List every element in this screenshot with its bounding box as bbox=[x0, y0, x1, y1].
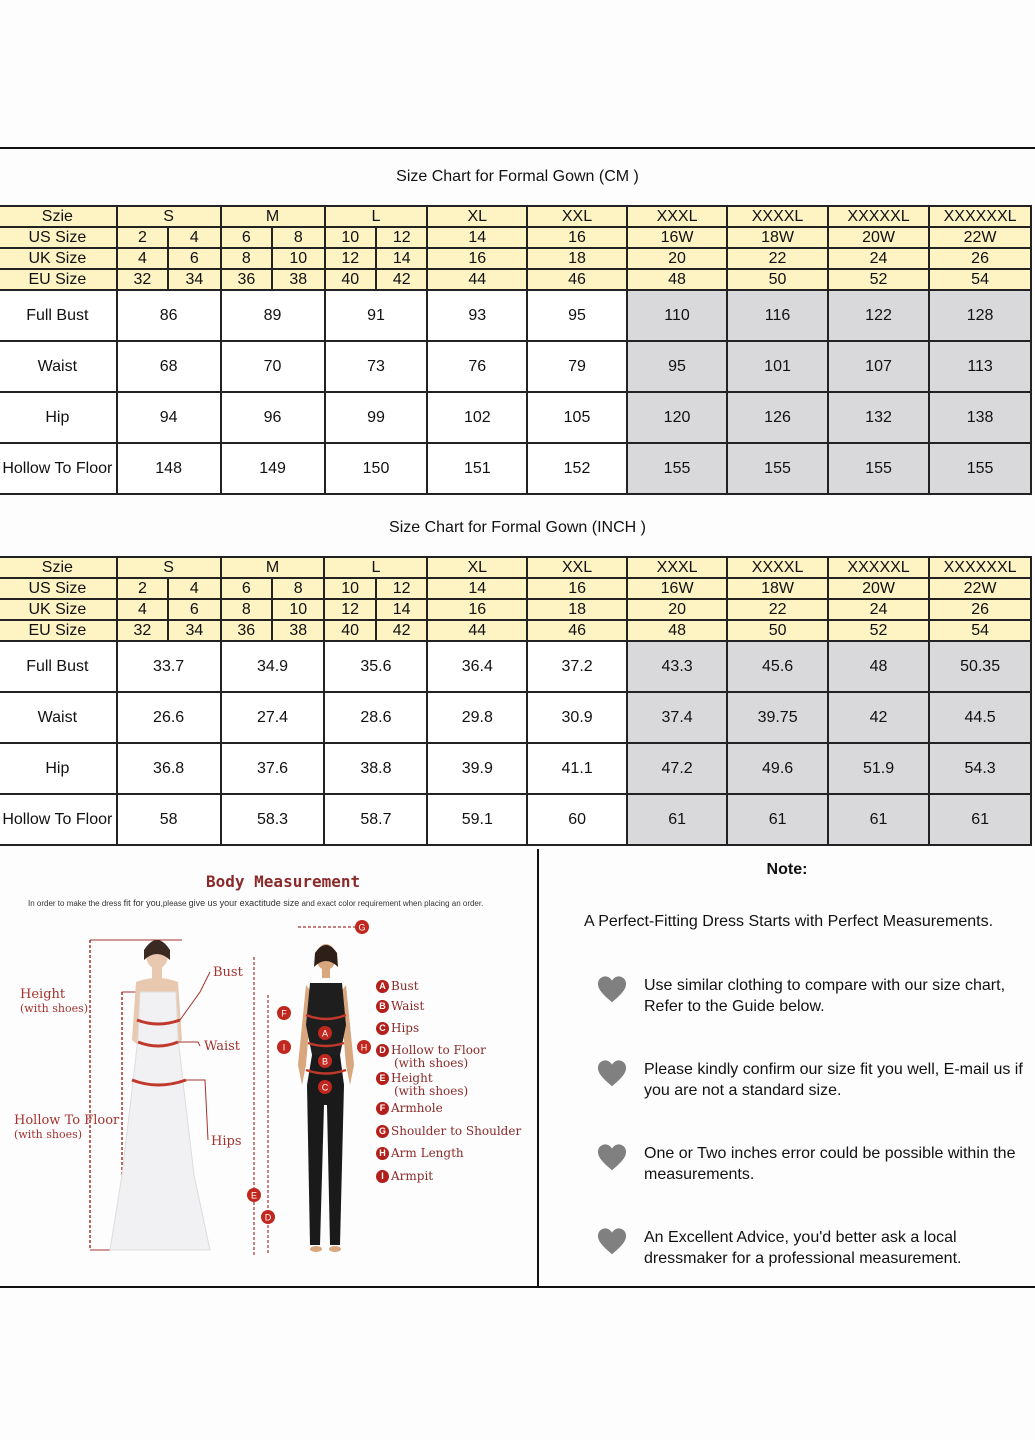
label-hips: Hips bbox=[211, 1134, 242, 1149]
size-value: 34 bbox=[168, 620, 220, 641]
body-measurement-subtitle bbox=[28, 898, 483, 908]
size-value: 40 bbox=[324, 620, 375, 641]
size-value: 34 bbox=[168, 269, 220, 290]
size-value: 52 bbox=[828, 269, 929, 290]
size-value: 32 bbox=[117, 269, 168, 290]
legend-letter-badge: C bbox=[376, 1022, 389, 1035]
size-value: 36 bbox=[221, 269, 272, 290]
label-hollow bbox=[14, 1114, 119, 1142]
size-value: 12 bbox=[376, 578, 427, 599]
figure-letter-marker bbox=[357, 1040, 371, 1054]
size-value: 6 bbox=[168, 599, 220, 620]
measurement-value: 128 bbox=[929, 290, 1031, 341]
size-value: 38 bbox=[272, 269, 324, 290]
row-label: US Size bbox=[0, 227, 117, 248]
measurement-value: 99 bbox=[325, 392, 428, 443]
note-text bbox=[644, 1227, 1035, 1269]
size-value: 10 bbox=[272, 248, 324, 269]
legend-letter-badge: A bbox=[376, 980, 389, 993]
measurement-value: 155 bbox=[828, 443, 929, 494]
size-value: 52 bbox=[828, 620, 929, 641]
figure-letter-marker bbox=[355, 920, 369, 934]
measurement-value: 61 bbox=[627, 794, 727, 845]
outfit-model-illustration bbox=[240, 915, 380, 1270]
size-label: L bbox=[324, 557, 427, 578]
size-value: 16 bbox=[427, 599, 527, 620]
size-label: S bbox=[117, 206, 221, 227]
legend-text: Height bbox=[391, 1071, 433, 1085]
figure-letter-marker bbox=[318, 1054, 332, 1068]
measurement-value: 58.3 bbox=[221, 794, 325, 845]
figure-letter-marker bbox=[277, 1006, 291, 1020]
note-line: Refer to the Guide below. bbox=[644, 998, 825, 1015]
note-line: One or Two inches error could be possible within the bbox=[644, 1145, 1016, 1162]
size-value: 48 bbox=[627, 269, 727, 290]
size-value: 16 bbox=[427, 248, 527, 269]
measurement-value: 26.6 bbox=[117, 692, 221, 743]
measurement-value: 86 bbox=[117, 290, 221, 341]
size-value: 2 bbox=[117, 578, 168, 599]
measurement-value: 152 bbox=[527, 443, 627, 494]
size-value: 22 bbox=[727, 599, 828, 620]
note-line: dressmaker for a professional measurement. bbox=[644, 1250, 962, 1267]
measurement-value: 48 bbox=[828, 641, 929, 692]
figure-letter: A bbox=[321, 1028, 329, 1039]
measurement-value: 94 bbox=[117, 392, 221, 443]
figure-letter: F bbox=[281, 1008, 287, 1019]
top-rule bbox=[0, 147, 1035, 149]
legend-item bbox=[376, 1170, 433, 1183]
size-value: 4 bbox=[117, 248, 168, 269]
legend-item bbox=[376, 1125, 521, 1138]
note-line: measurements. bbox=[644, 1166, 755, 1183]
size-label: XXXXXL bbox=[828, 557, 929, 578]
measurement-value: 155 bbox=[929, 443, 1031, 494]
measurement-value: 155 bbox=[727, 443, 828, 494]
measurement-value: 96 bbox=[221, 392, 325, 443]
size-value: 50 bbox=[727, 269, 828, 290]
size-value: 48 bbox=[627, 620, 727, 641]
legend-letter-badge: I bbox=[376, 1170, 389, 1183]
measurement-value: 102 bbox=[427, 392, 527, 443]
measurement-value: 28.6 bbox=[324, 692, 427, 743]
measurement-row bbox=[0, 392, 1031, 443]
size-label: XXXXXXL bbox=[929, 206, 1031, 227]
eu-size-row bbox=[0, 620, 1031, 641]
measurement-row bbox=[0, 692, 1031, 743]
row-label: EU Size bbox=[0, 269, 117, 290]
measurement-value: 59.1 bbox=[427, 794, 527, 845]
measurement-row bbox=[0, 290, 1031, 341]
measurement-row bbox=[0, 341, 1031, 392]
measurement-row bbox=[0, 641, 1031, 692]
measurement-value: 61 bbox=[828, 794, 929, 845]
inch-chart-title: Size Chart for Formal Gown (INCH ) bbox=[389, 519, 646, 536]
size-label: XXXXL bbox=[727, 206, 828, 227]
measurement-value: 70 bbox=[221, 341, 325, 392]
measurement-value: 95 bbox=[527, 290, 627, 341]
measurement-value: 51.9 bbox=[828, 743, 929, 794]
label-height bbox=[20, 988, 88, 1016]
size-label: XXXXL bbox=[727, 557, 828, 578]
size-value: 16 bbox=[527, 227, 627, 248]
size-value: 20W bbox=[828, 227, 929, 248]
measurement-value: 149 bbox=[221, 443, 325, 494]
legend-item bbox=[376, 1022, 419, 1035]
size-label: XL bbox=[427, 557, 527, 578]
size-value: 26 bbox=[929, 248, 1031, 269]
legend-item bbox=[376, 1072, 468, 1098]
row-label: Full Bust bbox=[0, 290, 117, 341]
measurement-value: 35.6 bbox=[324, 641, 427, 692]
legend-subtext: (with shoes) bbox=[394, 1056, 469, 1070]
figure-letter: B bbox=[321, 1056, 329, 1067]
legend-text: Armpit bbox=[391, 1169, 434, 1183]
size-label: S bbox=[117, 557, 221, 578]
label-height-sub: (with shoes) bbox=[20, 1002, 89, 1015]
legend-item bbox=[376, 1044, 486, 1070]
measurement-value: 110 bbox=[627, 290, 727, 341]
row-label: Waist bbox=[0, 341, 117, 392]
section-rule-bottom bbox=[0, 1286, 1035, 1288]
size-value: 42 bbox=[376, 620, 427, 641]
size-value: 14 bbox=[427, 578, 527, 599]
section-divider bbox=[537, 849, 539, 1287]
measurement-value: 91 bbox=[325, 290, 428, 341]
legend-subtext: (with shoes) bbox=[394, 1084, 469, 1098]
measurement-value: 113 bbox=[929, 341, 1031, 392]
size-value: 6 bbox=[168, 248, 220, 269]
size-label: XXXL bbox=[627, 206, 727, 227]
measurement-value: 132 bbox=[828, 392, 929, 443]
measurement-value: 79 bbox=[527, 341, 627, 392]
measurement-value: 120 bbox=[627, 392, 727, 443]
size-value: 20 bbox=[627, 599, 727, 620]
size-value: 20 bbox=[627, 248, 727, 269]
size-label: XXL bbox=[527, 557, 627, 578]
note-text bbox=[644, 1143, 1035, 1185]
measurement-row bbox=[0, 743, 1031, 794]
size-header-row bbox=[0, 557, 1031, 578]
size-label: XXL bbox=[527, 206, 627, 227]
size-value: 16W bbox=[627, 227, 727, 248]
row-label: Waist bbox=[0, 692, 117, 743]
size-header-row bbox=[0, 206, 1031, 227]
uk-size-row bbox=[0, 599, 1031, 620]
eu-size-row bbox=[0, 269, 1031, 290]
size-value: 18 bbox=[527, 599, 627, 620]
measurement-value: 68 bbox=[117, 341, 221, 392]
subtitle-part: In order to make the dress bbox=[28, 899, 124, 908]
size-value: 4 bbox=[168, 227, 220, 248]
size-value: 24 bbox=[828, 248, 929, 269]
measurement-value: 39.75 bbox=[727, 692, 828, 743]
size-label: XXXXXXL bbox=[929, 557, 1031, 578]
legend-item bbox=[376, 1102, 443, 1115]
size-value: 10 bbox=[272, 599, 324, 620]
measurement-value: 42 bbox=[828, 692, 929, 743]
size-value: 16 bbox=[527, 578, 627, 599]
legend-item bbox=[376, 980, 419, 993]
legend-letter-badge: D bbox=[376, 1044, 389, 1057]
measurement-value: 61 bbox=[929, 794, 1031, 845]
figure-letter: E bbox=[250, 1190, 258, 1201]
row-label: UK Size bbox=[0, 248, 117, 269]
note-line: An Excellent Advice, you'd better ask a local bbox=[644, 1229, 957, 1246]
row-label: EU Size bbox=[0, 620, 117, 641]
measurement-value: 45.6 bbox=[727, 641, 828, 692]
row-label: Hip bbox=[0, 392, 117, 443]
size-value: 6 bbox=[221, 578, 272, 599]
note-line: you are not a standard size. bbox=[644, 1082, 842, 1099]
size-label: L bbox=[325, 206, 428, 227]
row-label: Hip bbox=[0, 743, 117, 794]
measurement-value: 95 bbox=[627, 341, 727, 392]
cm-chart-title: Size Chart for Formal Gown (CM ) bbox=[396, 168, 639, 185]
size-value: 42 bbox=[376, 269, 427, 290]
measurement-value: 93 bbox=[427, 290, 527, 341]
heart-icon bbox=[597, 1143, 627, 1173]
inch-size-table bbox=[0, 556, 1032, 846]
legend-item bbox=[376, 1000, 424, 1013]
legend-letter-badge: F bbox=[376, 1102, 389, 1115]
measurement-value: 37.4 bbox=[627, 692, 727, 743]
size-value: 18W bbox=[727, 227, 828, 248]
measurement-value: 50.35 bbox=[929, 641, 1031, 692]
size-value: 24 bbox=[828, 599, 929, 620]
row-label: US Size bbox=[0, 578, 117, 599]
us-size-row bbox=[0, 578, 1031, 599]
size-value: 36 bbox=[221, 620, 272, 641]
measurement-value: 36.8 bbox=[117, 743, 221, 794]
measurement-value: 37.6 bbox=[221, 743, 325, 794]
figure-letter-marker bbox=[247, 1188, 261, 1202]
size-value: 46 bbox=[527, 269, 627, 290]
size-value: 10 bbox=[325, 227, 376, 248]
row-label: Szie bbox=[0, 557, 117, 578]
figure-letter-marker bbox=[261, 1210, 275, 1224]
size-value: 14 bbox=[427, 227, 527, 248]
size-value: 16W bbox=[627, 578, 727, 599]
note-title: Note: bbox=[766, 861, 808, 878]
measurement-value: 60 bbox=[527, 794, 627, 845]
size-value: 22 bbox=[727, 248, 828, 269]
measurement-value: 49.6 bbox=[727, 743, 828, 794]
measurement-value: 39.9 bbox=[427, 743, 527, 794]
measurement-value: 44.5 bbox=[929, 692, 1031, 743]
subtitle-part: give us your exactitude size bbox=[188, 898, 300, 908]
size-label: XXXXXL bbox=[828, 206, 929, 227]
measurement-value: 58.7 bbox=[324, 794, 427, 845]
note-line: Please kindly confirm our size fit you well, E-mail us if bbox=[644, 1061, 1023, 1078]
measurement-value: 155 bbox=[627, 443, 727, 494]
us-size-row bbox=[0, 227, 1031, 248]
legend-text: Bust bbox=[391, 979, 419, 993]
row-label: Hollow To Floor bbox=[0, 794, 117, 845]
row-label: Full Bust bbox=[0, 641, 117, 692]
measurement-value: 151 bbox=[427, 443, 527, 494]
legend-letter-badge: B bbox=[376, 1000, 389, 1013]
figure-letter: I bbox=[282, 1042, 286, 1053]
size-label: M bbox=[221, 206, 325, 227]
size-label: M bbox=[221, 557, 325, 578]
measurement-value: 27.4 bbox=[221, 692, 325, 743]
measurement-value: 122 bbox=[828, 290, 929, 341]
size-value: 8 bbox=[272, 578, 324, 599]
size-value: 18 bbox=[527, 248, 627, 269]
size-value: 14 bbox=[376, 248, 427, 269]
size-value: 8 bbox=[221, 248, 272, 269]
size-value: 54 bbox=[929, 269, 1031, 290]
size-value: 46 bbox=[527, 620, 627, 641]
measurement-value: 37.2 bbox=[527, 641, 627, 692]
measurement-value: 29.8 bbox=[427, 692, 527, 743]
legend-text: Arm Length bbox=[391, 1146, 464, 1160]
note-line: Use similar clothing to compare with our size chart, bbox=[644, 977, 1006, 994]
size-value: 2 bbox=[117, 227, 168, 248]
size-value: 54 bbox=[929, 620, 1031, 641]
subtitle-part: and exact color requirement when placing an order. bbox=[299, 899, 484, 908]
note-text bbox=[644, 975, 1035, 1017]
measurement-value: 34.9 bbox=[221, 641, 325, 692]
size-value: 22W bbox=[929, 227, 1031, 248]
row-label: Hollow To Floor bbox=[0, 443, 117, 494]
measurement-row bbox=[0, 794, 1031, 845]
measurement-value: 36.4 bbox=[427, 641, 527, 692]
size-value: 8 bbox=[272, 227, 324, 248]
heart-icon bbox=[597, 975, 627, 1005]
figure-letter-marker bbox=[277, 1040, 291, 1054]
subtitle-part: ,please bbox=[160, 899, 189, 908]
measurement-value: 61 bbox=[727, 794, 828, 845]
figure-letter-marker bbox=[318, 1080, 332, 1094]
figure-letter: D bbox=[264, 1212, 272, 1223]
legend-text: Hips bbox=[391, 1021, 420, 1035]
note-intro: A Perfect-Fitting Dress Starts with Perfect Measurements. bbox=[584, 913, 994, 930]
size-value: 32 bbox=[117, 620, 168, 641]
legend-letter-badge: H bbox=[376, 1147, 389, 1160]
heart-icon bbox=[597, 1059, 627, 1089]
measurement-value: 38.8 bbox=[324, 743, 427, 794]
figure-letter: G bbox=[358, 922, 366, 933]
figure-letter: C bbox=[321, 1082, 329, 1093]
size-value: 44 bbox=[427, 269, 527, 290]
size-value: 8 bbox=[221, 599, 272, 620]
legend-item bbox=[376, 1147, 464, 1160]
size-value: 10 bbox=[324, 578, 375, 599]
legend-text: Armhole bbox=[391, 1101, 443, 1115]
measurement-value: 126 bbox=[727, 392, 828, 443]
label-bust: Bust bbox=[213, 965, 243, 980]
size-value: 44 bbox=[427, 620, 527, 641]
measurement-value: 101 bbox=[727, 341, 828, 392]
measurement-value: 116 bbox=[727, 290, 828, 341]
measurement-value: 54.3 bbox=[929, 743, 1031, 794]
legend-letter-badge: E bbox=[376, 1072, 389, 1085]
legend-text: Waist bbox=[391, 999, 425, 1013]
size-value: 22W bbox=[929, 578, 1031, 599]
label-hollow-sub: (with shoes) bbox=[14, 1128, 83, 1141]
measurement-value: 33.7 bbox=[117, 641, 221, 692]
size-value: 12 bbox=[325, 248, 376, 269]
label-height-text: Height bbox=[20, 987, 66, 1002]
measurement-value: 73 bbox=[325, 341, 428, 392]
legend-text: Hollow to Floor bbox=[391, 1043, 486, 1057]
measurement-value: 148 bbox=[117, 443, 221, 494]
row-label: UK Size bbox=[0, 599, 117, 620]
measurement-value: 76 bbox=[427, 341, 527, 392]
size-value: 12 bbox=[376, 227, 427, 248]
cm-size-table bbox=[0, 205, 1032, 495]
measurement-row bbox=[0, 443, 1031, 494]
figure-letter-marker bbox=[318, 1026, 332, 1040]
measurement-value: 105 bbox=[527, 392, 627, 443]
measurement-value: 58 bbox=[117, 794, 221, 845]
size-value: 4 bbox=[117, 599, 168, 620]
size-value: 12 bbox=[324, 599, 375, 620]
size-value: 50 bbox=[727, 620, 828, 641]
body-measurement-title: Body Measurement bbox=[206, 872, 361, 891]
measurement-value: 43.3 bbox=[627, 641, 727, 692]
size-value: 18W bbox=[727, 578, 828, 599]
uk-size-row bbox=[0, 248, 1031, 269]
size-value: 38 bbox=[272, 620, 324, 641]
size-value: 26 bbox=[929, 599, 1031, 620]
row-label: Szie bbox=[0, 206, 117, 227]
heart-icon bbox=[597, 1227, 627, 1257]
size-value: 14 bbox=[376, 599, 427, 620]
measurement-value: 30.9 bbox=[527, 692, 627, 743]
note-text bbox=[644, 1059, 1035, 1101]
size-value: 6 bbox=[221, 227, 272, 248]
size-value: 4 bbox=[168, 578, 220, 599]
size-value: 40 bbox=[325, 269, 376, 290]
figure-letter: H bbox=[360, 1042, 368, 1053]
label-waist: Waist bbox=[204, 1039, 241, 1054]
legend-text: Shoulder to Shoulder bbox=[391, 1124, 522, 1138]
size-value: 20W bbox=[828, 578, 929, 599]
measurement-value: 138 bbox=[929, 392, 1031, 443]
measurement-value: 47.2 bbox=[627, 743, 727, 794]
measurement-value: 150 bbox=[325, 443, 428, 494]
subtitle-part: fit for you bbox=[123, 898, 161, 908]
legend-letter-badge: G bbox=[376, 1125, 389, 1138]
size-label: XL bbox=[427, 206, 527, 227]
measurement-value: 41.1 bbox=[527, 743, 627, 794]
size-label: XXXL bbox=[627, 557, 727, 578]
label-hollow-text: Hollow To Floor bbox=[14, 1113, 120, 1128]
measurement-value: 89 bbox=[221, 290, 325, 341]
measurement-value: 107 bbox=[828, 341, 929, 392]
